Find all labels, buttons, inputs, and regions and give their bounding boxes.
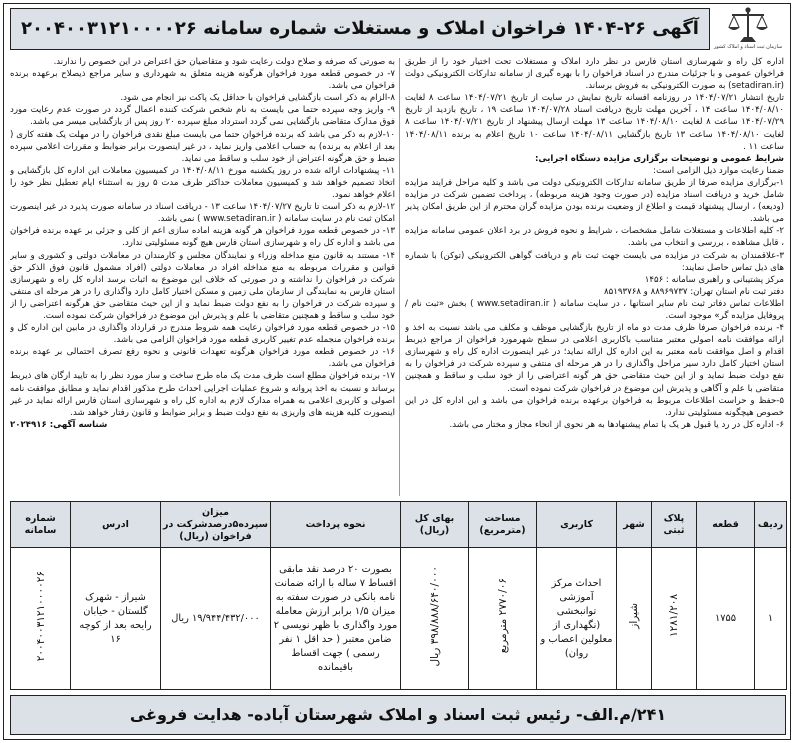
support-contact: مرکز پشتیبانی و راهبری سامانه : ۱۴۵۶: [644, 274, 784, 285]
cell-address: شیراز - شهرک گلستان - خیابان رایحه بعد از کوچه ۱۶: [71, 548, 161, 690]
condition-item: ۱۷- برنده فراخوان مطلع است ظرف مدت یک ماه طرح ساخت و ساز مورد نظر را به تایید ارگان های ذیربط برساند و نسبت به اخذ پروانه و شروع عملیات اجرایی احداث طرح مذکور اقدام نماید و مطابق موافقت نامه اصولی و کاربری اعلامی به همراه مدارک لازم به اداره کل راه و شهرسازی استان فارس ارائه نماید در غیر اینصورت کلیه هزینه های واریزی به نفع دولت ضبط و برابر ضوابط و قانون رفتار خواهد شد.: [10, 371, 395, 418]
cell-area: [469, 548, 537, 690]
ad-id: شناسه آگهی: ۲۰۲۴۹۱۶: [10, 419, 108, 430]
condition-item: ۱۲-لازم به ذکر است تا تاریخ ۱۴۰۴/۰۷/۲۷ ساعت ۱۳ - دریافت اسناد در سامانه صورت پذیرد در غیر اینصورت امکان ثبت نام در سایت سامانه ( www.setadiran.ir ) نمی باشد.: [10, 202, 395, 225]
cell-payment: بصورت ۲۰ درصد نقد مابقی اقساط ۷ ساله با ارائه ضمانت نامه بانکی در صورت سفته به میزان ۱/۵ برابر ارزش معامله مورد واگذاری با ظهر نویسی ۲ ضامن معتبر ( حد اقل ۱ نفر رسمی ) جهت اقساط باقیمانده: [271, 548, 401, 690]
condition-item: ۱-برگزاری مزایده صرفا از طریق سامانه تدارکات الکترونیکی دولت می باشد و کلیه مراحل فرایند مزایده شامل خرید و دریافت اسناد مزایده (در صورت وجود هزینه مربوطه) ، پرداخت تضمین شرکت در مزایده (ودیعه) ، ارسال پیشنهاد قیمت و اطلاع از وضعیت برنده بودن مزایده گران محترم از این طریق امکان پذیر می باشد.: [405, 177, 784, 225]
header-total-price: بهای کل (ریال): [401, 502, 469, 548]
header-deposit: میزان سپرده۵درصدشرکت در فراخوان (ریال): [161, 502, 271, 548]
condition-item: ۲- کلیه اطلاعات و مستغلات شامل مشخصات ، شرایط و نحوه فروش در برد اعلان عمومی سامانه مزایده ، قابل مشاهده ، بررسی و انتخاب می باشد.: [405, 226, 784, 249]
header-area: مساحت (مترمربع): [469, 502, 537, 548]
continuation-paragraph: به صورتی که صرفه و صلاح دولت رعایت شود و متقاضیان حق اعتراض در این خصوص را ندارند.: [53, 57, 395, 67]
condition-item: ۱۰-لازم به ذکر می باشد که برنده فراخوان حتما می بایست مبلغ نقدی فراخوان را در مهلت یک هفته کاری ( بعد از اعلام به برنده) به حساب اعلامی واریز نماید ، در غیر اینصورت برابر ضوابط و مقررات اعلامی سپرده ضبط و حق هرگونه اعتراض از خود سلب و ساقط می نماید.: [10, 129, 395, 164]
condition-item: ۱۵- در خصوص قطعه مورد فراخوان رعایت همه شروط مندرج در قرارداد واگذاری در مابین این اداره کل و برنده فراخوان منجمله عدم تغییر کاربری قطعه مورد فراخوان الزامی می باشد.: [10, 323, 395, 346]
intro-paragraph: اداره کل راه و شهرسازی استان فارس در نظر دارد املاک و مستغلات تحت اختیار خود را از طریق فراخوان عمومی و با جزئیات مندرج در اسناد فراخوان را با بهره گیری از سامانه تدارکات الکترونیکی دولت (setadiran.ir) به صورت الکترونیکی به فروش برساند.: [405, 57, 784, 92]
schedule-paragraph: تاریخ انتشار ۱۴۰۴/۰۷/۲۱ در روزنامه افسانه تاریخ نمایش در سایت از تاریخ ۱۴۰۴/۰۷/۲۱ ساعت ۸ لغایت ۱۴۰۴/۰۸/۱۰ ساعت ۱۴ ، آخرین مهلت تاریخ دریافت اسناد ۱۴۰۴/۰۷/۲۸ ساعت ۱۹ ، تاریخ بازدید از تاریخ ۱۴۰۴/۰۷/۲۹ ساعت ۸ لغایت ۱۴۰۴/۰۸/۱۰ ساعت ۱۳ مهلت ارسال پیشنهاد از تاریخ ۱۴۰۴/۰۷/۲۱ ساعت ۸ لغایت ۱۴۰۴/۰۸/۱۰ ساعت ۱۳ تاریخ بازگشایی ۱۴۰۴/۰۸/۱۱ ساعت ۱۰ تاریخ اعلام به برنده ۱۴۰۴/۰۸/۱۱ ساعت ۱۱ .: [405, 93, 784, 152]
cell-usage: احداث مرکز آموزشی توانبخشی (نگهداری از معلولین اعصاب و روان): [537, 548, 617, 690]
area-value: ۲۷۷۰/۰۶ مترمربع: [496, 578, 509, 654]
condition-item: ۵-حفظ و حراست اطلاعات مربوط به فراخوان برعهده برنده فراخوان می باشد و این اداره کل در این خصوص هیچگونه مسئولیتی ندارد.: [405, 395, 784, 418]
organization-logo: [712, 6, 784, 54]
cell-city: [617, 548, 652, 690]
condition-item: ۴- برنده فراخوان صرفا ظرف مدت دو ماه از تاریخ بازگشایی موظف و مکلف می باشد نسبت به اخذ و ارائه موافقت نامه اصولی معتبر متناسب باکاربری اعلامی در سطح شهرمورد فراخوان از مراجع ذیربط اقدام و اصل موافقت نامه معتبر به این اداره کل ارائه نماید؛ در غیر اینصورت اداره کل راه و شهرسازی استان اختیار کامل دارد سیر مراحل واگذاری را در هر مرحله ای منتفی و سپرده شرکت در فراخوان را به نفع دولت ضبط نماید و از این حیث متقاضی حق هر گونه اعتراضی را از خود سلب و ساقط و همچنین متقاضی با علم و آگاهی و پذیرش این موضوع در فراخوان شرکت نموده است.: [405, 323, 784, 394]
header-payment: نحوه پرداخت: [271, 502, 401, 548]
header-usage: کاربری: [537, 502, 617, 548]
right-column: [405, 56, 784, 498]
left-column: [10, 56, 395, 498]
condition-item: ۶- اداره کل در رد یا قبول هر یک یا تمام پیشنهادها به هر نحوی از انحاء مجاز و مختار می باشد.: [449, 419, 784, 430]
system-no-value: ۲۰۰۴۰۰۳۱۲۱۰۰۰۰۲۶: [34, 570, 47, 662]
scales-of-justice-icon: [726, 6, 770, 44]
conditions-heading: شرایط عمومی و توضیحات برگزاری مزایده دستگاه اجرایی:: [535, 153, 784, 164]
condition-item: ۷- در خصوص قطعه مورد فراخوان هرگونه هزینه متعلق به شهرداری و سایر مراجع ذیصلاح برعهده برنده فراخوان می باشد.: [10, 69, 395, 92]
cell-row-no: ۱: [755, 548, 787, 690]
table-row: [11, 548, 787, 690]
header-city: شهر: [617, 502, 652, 548]
condition-item: ۱۴- مستند به قانون منع مداخله وزراء و نمایندگان مجلس و کارمندان در معاملات دولتی و کشوری و سایر قوانین و مقررات مربوطه به منع مداخله افراد در معاملات دولتی (افراد مشمول قانون فوق الذکر حق شرکت در فراخوان را نداشته و در صورتی که خلاف این موضوع به اثبات برسد اداره کل راه و شهرسازی استان فارس به نمایندگی از سازمان ملی زمین و مسکن اختیار کامل دارد واگذاری را در هر مرحله ای منتفی و سپرده شرکت در فراخوان را به نفع دولت ضبط نماید و از این حیث متقاضی حق هرگونه اعتراضی را از خود سلب و ساقط و همچنین متقاضی با علم و پذیرش این موضوع در فراخوان شرکت نموده است.: [10, 250, 395, 321]
header-plaque: پلاک ثبتی: [652, 502, 697, 548]
cell-plaque: [652, 548, 697, 690]
condition-item: ۹- واریز وجه سپرده حتما می بایست به نام شخص شرکت کننده اعمال گردد در صورت عدم رعایت مورد فوق مدارک متقاضی بازگشایی نمی گردد استرداد مبلغ سپرده ۲۰ روز پس از بازگشایی میسر می باشد.: [10, 105, 395, 128]
cell-total-price: [401, 548, 469, 690]
header-system-no: شماره سامانه: [11, 502, 71, 548]
mandatory-note: ضمنا رعایت موارد ذیل الزامی است:: [653, 165, 784, 176]
cell-system-no: [11, 548, 71, 690]
logo-text: سازمان ثبت اسناد و املاک کشور: [713, 44, 783, 50]
plaque-value: ۱۲۸۱/۲۰۸: [668, 594, 680, 638]
property-table: [10, 501, 787, 690]
header-row-no: ردیف: [755, 502, 787, 548]
table-header-row: [11, 502, 787, 548]
total-price-value: ۳۹۸/۸۸۸/۶۴۰/۰۰۰ ریال: [428, 565, 441, 667]
page-title: آگهی ۲۶-۱۴۰۴ فراخوان املاک و مستغلات شماره سامانه ۲۰۰۴۰۰۳۱۲۱۰۰۰۰۲۶: [10, 8, 710, 50]
condition-item: ۱۱- پیشنهادات ارائه شده در روز یکشنبه مورخ ۱۴۰۴/۰۸/۱۱ در کمیسیون معاملات این اداره کل بازگشایی و اتخاذ تصمیم خواهد شد و کمیسیون معاملات حداکثر ظرف مدت ۵ روز به استثناء ایام تعطیل نظر خود را اعلام خواهد نمود.: [10, 165, 395, 201]
condition-item: ۸-الزام به ذکر است بازگشایی فراخوان با حداقل یک پاکت نیز انجام می شود.: [120, 93, 395, 104]
cell-parcel: ۱۷۵۵: [697, 548, 755, 690]
footer-signature: ۲۴۱/م.الف- رئیس ثبت اسناد و املاک شهرستان آباده- هدایت فروغی: [10, 695, 786, 735]
header-parcel: قطعه: [697, 502, 755, 548]
advertisement: [3, 3, 791, 740]
condition-item: ۱۳- در خصوص قطعه مورد فراخوان هر گونه هزینه اماده سازی اعم از کلی و جزئی بر عهده برنده فراخوان می باشد و اداره کل راه و شهرسازی استان فارس هیچ گونه مسئولیتی ندارد.: [10, 226, 395, 249]
condition-item: ۱۶- در خصوص قطعه مورد فراخوان هرگونه تعهدات قانونی و نحوه رفع تصرف احتمالی بر عهده برنده فراخوان می باشد.: [10, 347, 395, 370]
column-divider: [399, 58, 400, 496]
other-provinces-contact: اطلاعات تماس دفاتر ثبت نام سایر استانها ، در سایت سامانه ( www.setadiran.ir ) بخش «ثبت نام / پروفایل مزایده گر» موجود است.: [405, 298, 784, 321]
cell-deposit: ۱۹/۹۴۴/۴۳۲/۰۰۰ ریال: [161, 548, 271, 690]
city-value: شیراز: [628, 603, 640, 629]
condition-item: ۳-علاقمندان به شرکت در مزایده می بایست جهت ثبت نام و دریافت گواهی الکترونیکی (توکن) با شماره های ذیل تماس حاصل نمایند:: [405, 250, 784, 273]
header-address: ادرس: [71, 502, 161, 548]
tehran-contact: دفتر ثبت نام استان تهران: ۸۸۹۶۹۷۳۷ و ۸۵۱۹۳۷۶۸: [604, 286, 784, 297]
